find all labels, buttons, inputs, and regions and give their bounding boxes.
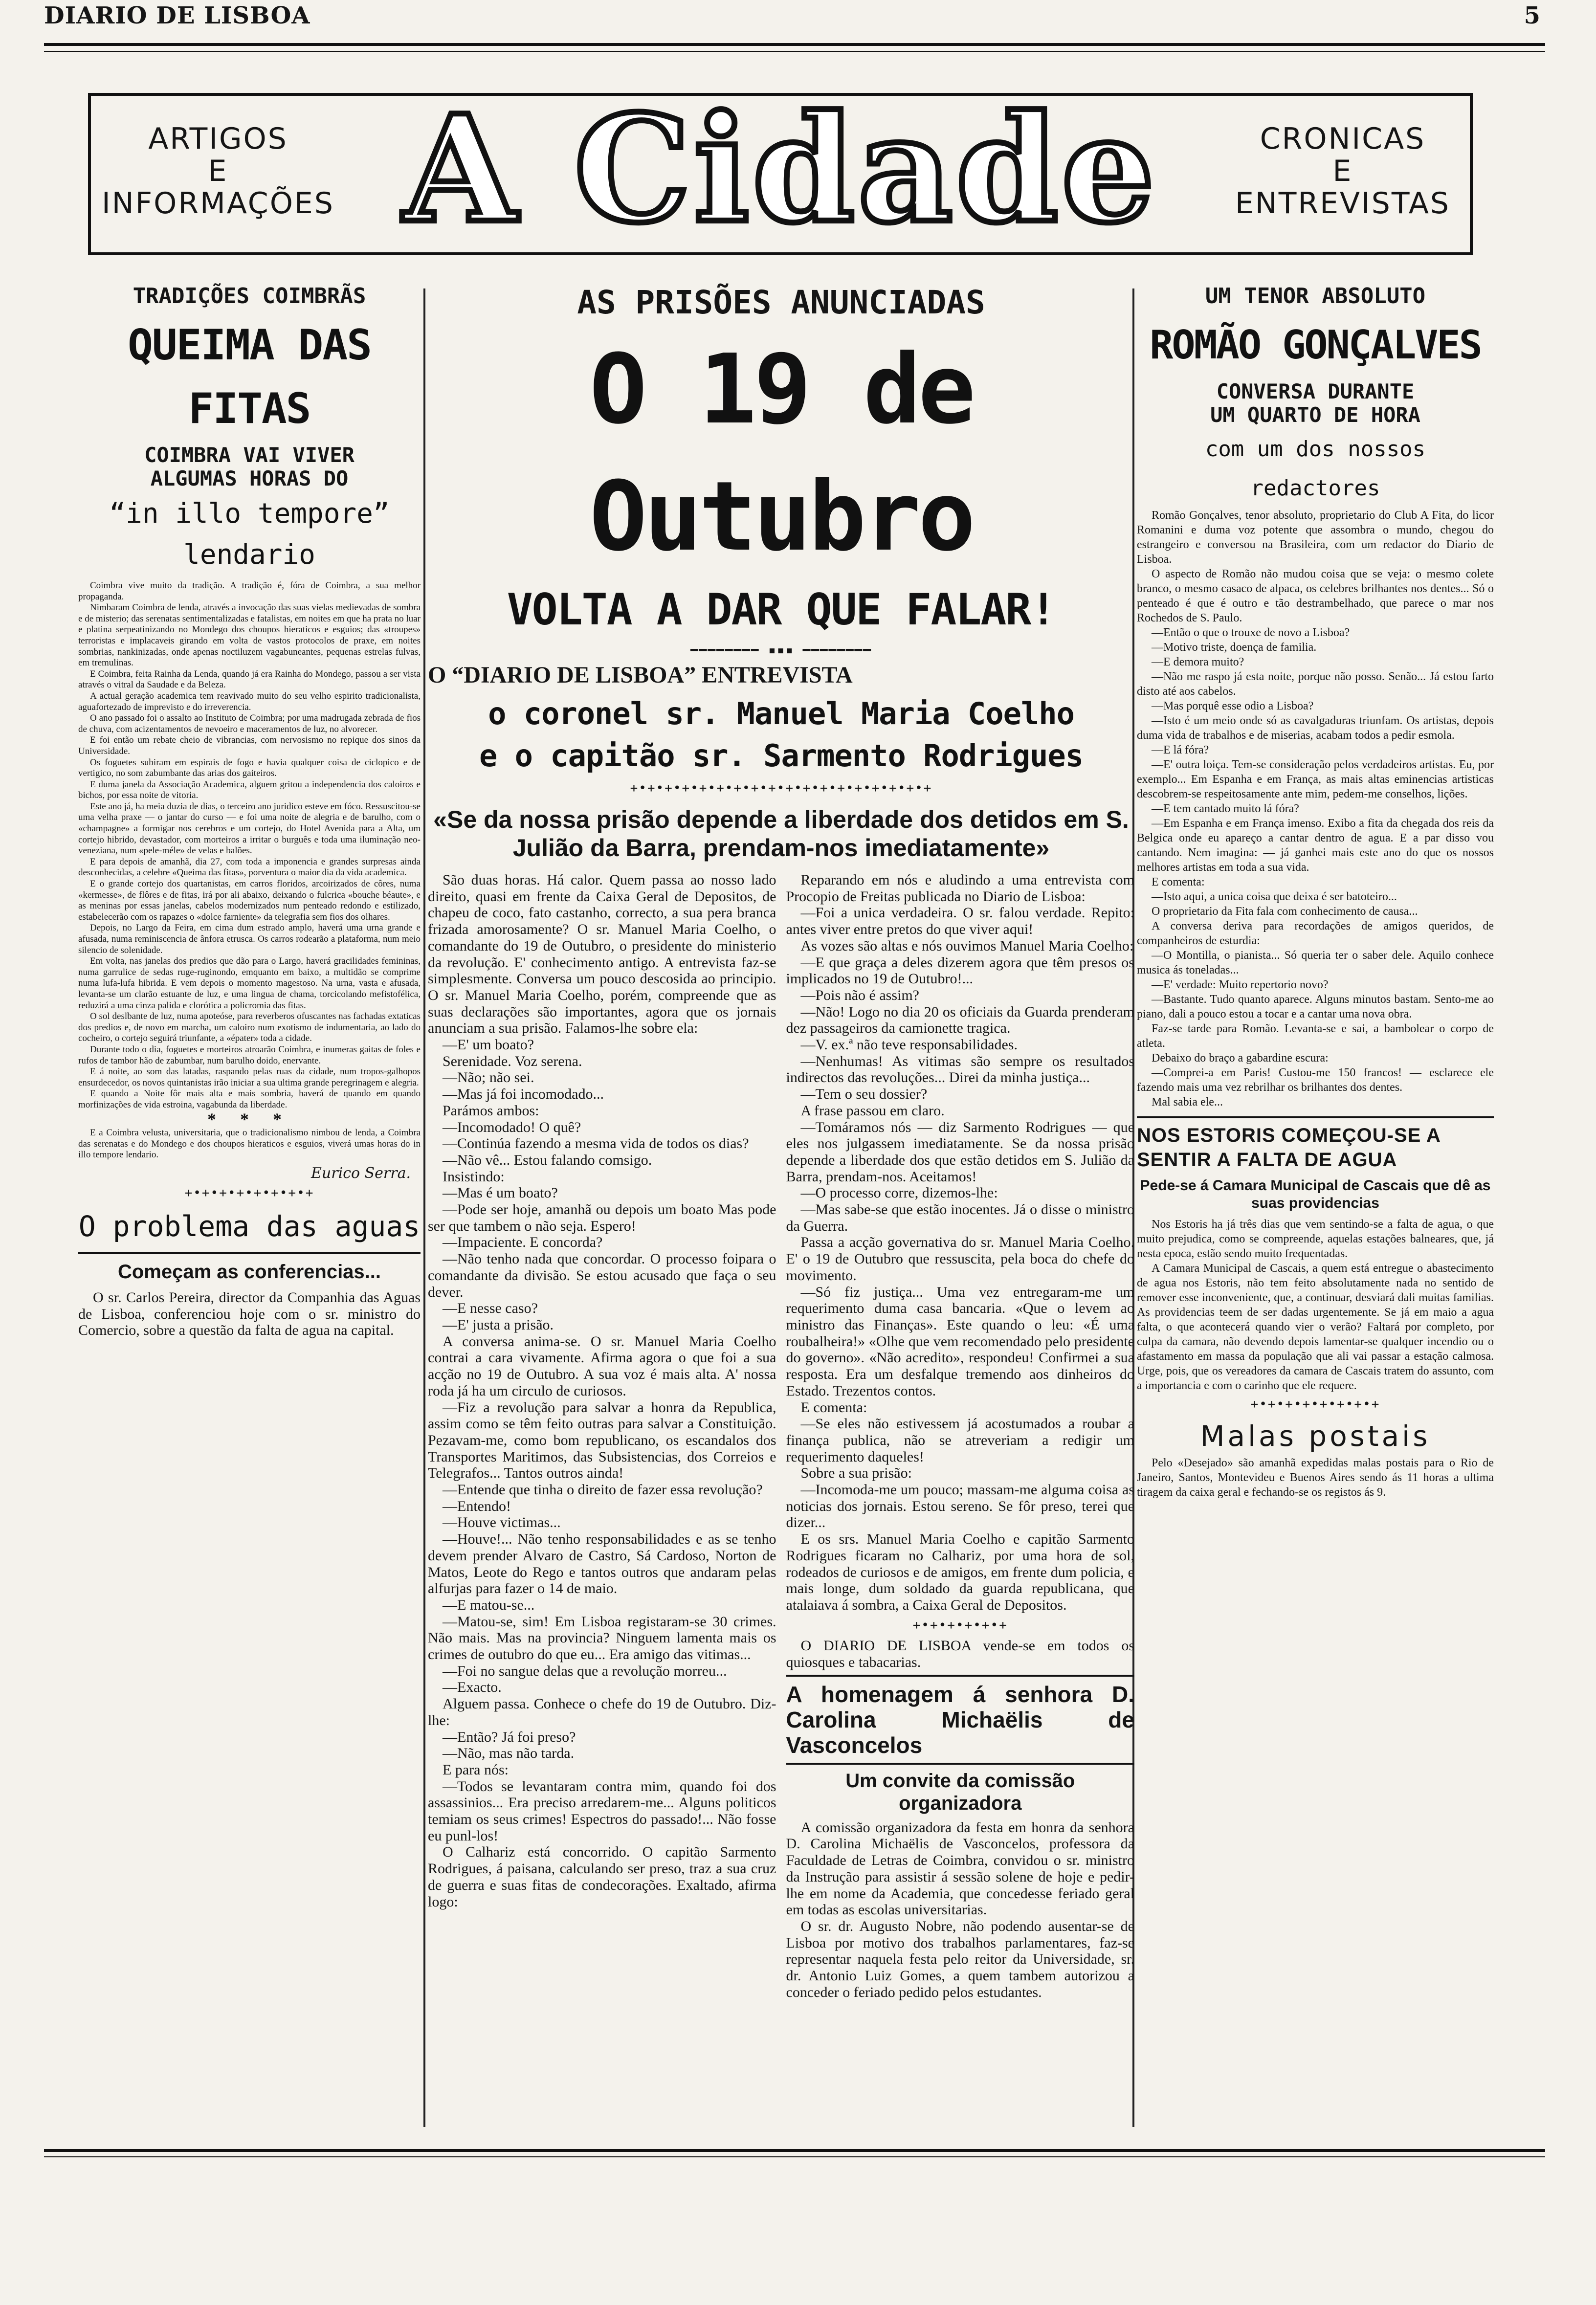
section-stars: * * * [207,1109,291,1129]
interviewee-names: o coronel sr. Manuel Maria Coelho e o capitão sr. Sarmento Rodrigues [479,696,1084,774]
malas-postais-body [1137,1456,1494,1500]
paragraph: O sol deslbante de luz, numa apoteóse, para reverberos ofuscantes nas fachadas extaticas dos predios e, de novo em marcha, um caloiro num exotismo de indumentaria, ao lado do cocheiro, o cortejo seguirá triunfante, a «épater» toda a cidade. [78,1011,421,1044]
ornament-divider: +•+•+•+•+•+•+•+ [184,1185,314,1200]
left-article-body [78,580,421,1161]
paragraph: —E lá fóra? [1152,744,1209,756]
masthead-left-label: ARTIGOS E INFORMAÇÕES [102,122,334,221]
paragraph: —Motivo triste, doença de familia. [1152,641,1317,654]
left-column [78,274,421,1339]
interview-label: O “DIARIO DE LISBOA” ENTREVISTA [428,662,853,688]
paragraph: Alguem passa. Conhece o chefe do 19 de Outubro. Diz-lhe: [428,1696,776,1729]
paragraph: E o grande cortejo dos quartanistas, em carros floridos, arcoirizados de côres, numa «kermesse», de flôres e de fitas, irá por ali abaixo, deixando o fulcrica «bouche béaute», e as meninas por essas janelas, cabelos modernizados num penteado redondo e estilizado, estabelecerão com os rapazes o «dolce farniente» da telegrafia sem fios dos olhares. [78,879,421,922]
paragraph: —Entendo! [443,1498,511,1514]
paragraph: Passa a acção governativa do sr. Manuel Maria Coelho. E' o 19 de Outubro que ressuscita, pela boca do chefe do movimento. [786,1234,1134,1284]
paragraph: —Mas sabe-se que estão inocentes. Já o disse o ministro da Guerra. [786,1201,1134,1234]
rule [1137,1116,1494,1118]
center-body-columns [428,872,1134,2000]
paragraph: Nos Estoris ha já três dias que vem sentindo-se a falta de agua, o que muito prejudica, como se compreende, aquelas estações balneares, que, já nesta epoca, estão sendo muito frequentadas. [1137,1218,1494,1260]
paragraph: —Não vê... Estou falando comsigo. [443,1152,652,1168]
paragraph: Insistindo: [443,1168,505,1185]
footer-rule-thin [44,2156,1545,2157]
paragraph: E duma janela da Associação Academica, alguem gritou a independencia dos caloiros e bichos, por essa noite de vitoria. [78,779,421,801]
paragraph: —Não tenho nada que concordar. O processo foipara o comandante da divisão. Se estou acusado que faça o seu dever. [428,1251,776,1300]
footer-rule [44,2149,1545,2152]
estoris-subhead: Pede-se á Camara Municipal de Cascais que dê as suas providencias [1140,1177,1491,1211]
paragraph: —Pois não é assim? [800,987,919,1003]
right-article-body [1137,508,1494,1109]
paragraph: —Incomodado! O quê? [443,1119,581,1135]
paragraph: —Foi no sangue delas que a revolução morreu... [443,1662,727,1679]
page-number: 5 [1524,2,1540,29]
homage-subhead: Um convite da comissão organizadora [845,1770,1075,1814]
paragraph: E foi então um rebate cheio de vibrancias, com nervosismo no repique dos sinos da Universidade. [78,735,421,756]
paragraph: —E que graça a deles dizerem agora que têm presos os implicados no 19 de Outubro!... [786,954,1134,987]
paragraph: —Então o que o trouxe de novo a Lisboa? [1152,626,1350,639]
paragraph: Faz-se tarde para Romão. Levanta-se e sai, a bambolear o corpo de atleta. [1137,1022,1494,1050]
running-header [44,0,1540,34]
paragraph: —Entende que tinha o direito de fazer essa revolução? [443,1482,763,1498]
paragraph: Mal sabia ele... [1152,1096,1223,1108]
paragraph: —E' outra loiça. Tem-se consideração pelos verdadeiros artistas. Eu, por exemplo... Em Espanha e em França, as mais altas eminencias artisticas descobrem-se respeitosamente ante mim, pedem-me conselhos, lições. [1137,758,1494,800]
column-separator-left [423,288,425,2127]
center-pull-quote: «Se da nossa prisão depende a liberdade dos detidos em S. Julião da Barra, prendam-nos imediatamente» [433,806,1129,862]
paragraph: —Mas já foi incomodado... [443,1086,604,1103]
paragraph: —Só fiz justiça... Uma vez entregaram-me um requerimento duma casa bancaria. «Que o levem ao ministro das Finanças». Este quando o leu: «É uma roubalheira!» «Olhe que vem recomendado pelo presidente do governo». «Não acredito», respondeu! Confirmei a sua resposta. Era um desfalque tremendo aos dinheiros do Estado. Trezentos contos. [786,1284,1134,1399]
paragraph: —Pode ser hoje, amanhã ou depois um boato Mas pode ser que tambem o não seja. Espero! [428,1201,776,1234]
paragraph: —Fiz a revolução para salvar a honra da Republica, assim como se têm feito outras para salvar a Constituição. Pezavam-me, como bom republicano, os escandalos dos Transportes Maritimos, das Subsistencias, dos Correios e Telegrafos... Tantos outros ainda! [428,1399,776,1482]
homage-headline: A homenagem á senhora D. Carolina Michaëlis de Vasconcelos [786,1681,1134,1758]
paragraph: —O processo corre, dizemos-lhe: [800,1185,998,1201]
paragraph: —E' um boato? [443,1037,534,1053]
paragraph: Serenidade. Voz serena. [443,1053,582,1069]
malas-postais-headline: Malas postais [1200,1419,1431,1453]
paragraph: A conversa deriva para recordações de amigos queridos, de companheiros de esturdia: [1137,920,1494,947]
paragraph: Em volta, nas janelas dos predios que dão para o Largo, haverá gracilidades femininas, numa garrulice de sedas ruge-ruginondo, emquanto em baixo, a multidão se comprime numa lufa-lufa hibrida. E vem depois o momento magestoso. Na urna, vasta e afusada, levanta-se um clarão estuante de luz, e uma lingua de chama, torcicolando mefistofélica, reduzirá a uma cinza palida e clorótica a policromia das fitas. [78,956,421,1011]
paragraph: —E' justa a prisão. [443,1316,554,1333]
paper-name: DIARIO DE LISBOA [44,2,310,29]
paragraph: Depois, no Largo da Feira, em cima dum estrado amplo, haverá uma urna grande e afusada, numa reminiscencia de ânfora etrusca. Os carros rodearão a plataforma, num meio silencio de solenidade. [78,923,421,955]
paragraph: —Tomáramos nós — diz Sarmento Rodrigues — que eles nos julgassem imediatamente. Se da nossa prisão depende a liberdade dos que estão detidos em S. Julião da Barra, prendam-nos. Aceitamos! [786,1119,1134,1185]
paragraph: Este ano já, ha meia duzia de dias, o terceiro ano juridico esteve em fóco. Ressuscitou-se uma velha praxe — o jantar do curso — e foi uma noite de alegria e de barulho, com o «champagne» a formigar nos cerebros e um cortejo, do Hotel Avenida para a Alta, um cortejo hibrido, devastador, com morteiros a irritar o burguês e toda uma iluminação neo-veneziana, num «pele-méle» de velas e balões. [78,801,421,856]
paragraph: E a Coimbra velusta, universitaria, que o tradicionalismo nimbou de lenda, a Coimbra das serenatas e do Mondego e dos choupos hieraticos e esguios, viverá umas horas do in illo tempore lendario. [78,1128,421,1160]
paragraph: —Todos se levantaram contra mim, quando foi dos assassinios... Era preciso arredarem-me... Alguns politicos temiam os seus crimes! Espectros do passado!... Não fosse eu punl-los! [428,1778,776,1844]
right-column [1137,274,1494,1500]
paragraph: Reparando em nós e aludindo a uma entrevista com Procopio de Freitas publicada no Diario de Lisboa: [786,872,1134,905]
right-subhead-2: com um dos nossos redactores [1205,437,1426,501]
center-column [428,274,1134,2000]
estoris-body [1137,1217,1494,1393]
paragraph: Nimbaram Coimbra de lenda, através a invocação das suas vielas medievadas de sombra e de misterio; das serenatas sentimentalizadas e fatalistas, em noites em que ha prata no luar e platina serpeatinizando no Mondego dos choupos hieraticos e esguios; das «troupes» terroristas e implacaveis girando em volta de vastos protocolos de praxe, em noites sombrias, nankinizadas, onde apenas noctiluzem vagabuneantes, pequenas estrelas fulvas, em tremulinas. [78,602,421,668]
paragraph: —Comprei-a em Paris! Custou-me 150 francos! — esclarece ele fazendo mais uma vez rebrilhar os brilhantes dos dentes. [1137,1066,1494,1094]
left-kicker: TRADIÇÕES COIMBRÃS [133,284,366,309]
paragraph: —V. ex.ª não teve responsabilidades. [800,1037,1018,1053]
center-subhead: VOLTA A DAR QUE FALAR! [507,584,1056,635]
paragraph: E comenta: [1152,876,1205,888]
paragraph: —Houve victimas... [443,1514,561,1531]
paragraph: E á noite, ao som das latadas, raspando pelas ruas da cidade, num tropos-galhopos ensurdecedor, os novos quintanistas irão iniciar a sua ultima grande peregrinagem e alegria. [78,1066,421,1088]
right-headline: ROMÃO GONÇALVES [1150,322,1481,368]
paragraph: —Então? Já foi preso? [443,1729,576,1745]
paragraph: Romão Gonçalves, tenor absoluto, proprietario do Club A Fita, do licor Romanini e duma voz potente que assombra o mundo, chegou do estrangeiro e conversou na Brasileira, com um redactor do Diario de Lisboa. [1137,509,1494,566]
paragraph: Pelo «Desejado» são amanhã expedidas malas postais para o Rio de Janeiro, Santos, Montevideu e Buenos Aires sendo ás 11 horas a ultima tiragem da caixa geral e fechando-se os registos ás 9. [1137,1457,1494,1499]
paragraph: —E' verdade: Muito repertorio novo? [1152,978,1329,991]
paragraph: —Isto aqui, a unica coisa que deixa é ser batoteiro... [1152,890,1397,903]
paragraph: O proprietario da Fita fala com conhecimento de causa... [1152,905,1418,918]
paragraph: —Se eles não estivessem já acostumados a roubar a finança publica, não se atreveriam a redigir um requerimento daqueles! [786,1416,1134,1465]
paragraph: Debaixo do braço a gabardine escura: [1152,1052,1329,1064]
paragraph: A conversa anima-se. O sr. Manuel Maria Coelho contrai a cara vivamente. Afirma agora o que foi a sua acção no 19 de Outubro. A sua voz é mais alta. A' nossa roda já ha um circulo de curiosos. [428,1333,776,1399]
paragraph: —Isto é um meio onde só as cavalgaduras triunfam. Os artistas, depois duma vida de trabalhos e de miserias, acabam todos a pedir esmola. [1137,714,1494,742]
header-rule [44,43,1545,46]
paragraph: —Foi a unica verdadeira. O sr. falou verdade. Repito: antes viver entre pretos do que viver aqui! [786,905,1134,938]
vende-note: O DIARIO DE LISBOA vende-se em todos os quiosques e tabacarias. [786,1638,1134,1671]
paragraph: A comissão organizadora da festa em honra da senhora D. Carolina Michaëlis de Vasconcelos, professora da Faculdade de Letras de Coimbra, convidou o sr. ministro da Instrução para assistir á sessão solene de hoje e pedir-lhe em nome da Academia, que concedesse feriado geral em todas as escolas universitarias. [786,1819,1134,1918]
paragraph: Durante todo o dia, foguetes e morteiros atroarão Coimbra, e inumeras gaitas de foles e rufos de tambor hão de zabumbar, num barulho doido, enervante. [78,1044,421,1066]
water-subhead: Começam as conferencias... [117,1261,381,1283]
center-text-col-1 [428,872,776,2000]
estoris-headline: NOS ESTORIS COMEÇOU-SE A SENTIR A FALTA DE AGUA [1137,1125,1441,1171]
paragraph: —Em Espanha e em França imenso. Exibo a fita da chegada dos reis da Belgica onde eu apareço a cantar dentro de agua. E a par disso vou cantando. Nem imagina: — já ganhei mais este ano do que os nossos melhores artistas em toda a sua vida. [1137,817,1494,874]
paragraph: —Matou-se, sim! Em Lisboa registaram-se 30 crimes. Não mais. Mas na provincia? Ninguem lamenta mais os crimes de outubro do que eu... Era amigo das vitimas... [428,1613,776,1663]
paragraph: E Coimbra, feita Rainha da Lenda, quando já era Rainha do Mondego, passou a ser vista através o vitral da Saudade e da Beleza. [78,668,421,690]
paragraph: —E demora muito? [1152,656,1244,668]
masthead-right-label: CRONICAS E ENTREVISTAS [1235,122,1450,221]
left-headline: QUEIMA DAS FITAS [128,321,371,433]
paragraph: —Tem o seu dossier? [800,1086,928,1103]
paragraph: —Não, mas não tarda. [443,1745,575,1762]
paragraph: —Não; não sei. [443,1069,534,1086]
paragraph: E para nós: [443,1761,509,1778]
center-text-col-2 [786,872,1135,2000]
rule [786,1763,1135,1765]
paragraph: —Não me raspo já esta noite, porque não posso. Senão... Já estou farto disto até aos cabelos. [1137,670,1494,698]
left-subhead: COIMBRA VAI VIVER ALGUMAS HORAS DO [144,443,355,490]
masthead [88,83,1473,255]
paragraph: O aspecto de Romão não mudou coisa que se veja: o mesmo colete branco, o mesmo casaco de alpaca, os celebres brilhantes nos dentes... Só o penteado é que é outro e tão destrambelhado, que parece o mar nos Rochedos de S. Paulo. [1137,568,1494,624]
water-body [78,1289,421,1339]
paragraph: O sr. Carlos Pereira, director da Companhia das Aguas de Lisboa, conferenciou hoje com o sr. ministro do Comercio, sobre a questão da falta de agua na capital. [78,1289,421,1339]
ornament-divider: +•+•+•+•+•+ [912,1618,1008,1633]
paragraph: —Incomoda-me um pouco; massam-me alguma coisa as noticias dos jornais. Estou sereno. Se fôr preso, terei que dizer... [786,1482,1134,1531]
rule [786,1675,1135,1677]
ornament-divider: +•+•+•+•+•+•+•+•+•+•+•+•+•+•+•+•+•+ [630,781,932,796]
paragraph: —Bastante. Tudo quanto aparece. Alguns minutos bastam. Sento-me ao piano, dali a pouco estou a tocar e a cantar uma nova obra. [1137,993,1494,1020]
paragraph: —E nesse caso? [443,1300,538,1317]
paragraph: —Impaciente. E concorda? [443,1234,603,1251]
center-headline: O 19 de Outubro [589,334,973,573]
paragraph: —Mas porquê esse odio a Lisboa? [1152,700,1314,712]
paragraph: O sr. dr. Augusto Nobre, não podendo ausentar-se de Lisboa por motivo dos trabalhos parlamentares, faz-se representar naquela festa pelo reitor da Universidade, sr. dr. Antonio Luiz Gomes, a quem tambem autorizou a conceder o feriado pedido pelos estudantes. [786,1918,1134,2000]
paragraph: O ano passado foi o assalto ao Instituto de Coimbra; por uma madrugada zebrada de fios de chuva, com acizentamentos de nevoeiro e maceramentos de luz, no alvorecer. [78,713,421,734]
paragraph: —Mas é um boato? [443,1185,558,1201]
paragraph: —Exacto. [443,1679,502,1696]
paragraph: —Continúa fazendo a mesma vida de todos os dias? [443,1135,749,1152]
paragraph: —E tem cantado muito lá fóra? [1152,802,1299,815]
paragraph: Coimbra vive muito da tradição. A tradição é, fóra de Coimbra, a sua melhor propaganda. [78,580,421,602]
header-rule-thin [44,51,1545,52]
paragraph: —O Montilla, o pianista... Só queria ter o saber dele. Aquilo conhece musica ás toneladas... [1137,949,1494,976]
paragraph: —Houve!... Não tenho responsabilidades e as se tenho devem prender Alvaro de Castro, Sá Cardoso, Norton de Matos, Leote do Rego e tantos outros que andaram pelas alfurjas para fazer o 14 de maio. [428,1531,776,1597]
paragraph: Sobre a sua prisão: [800,1465,912,1482]
masthead-title: A Cidade [403,83,1158,255]
ornament-divider: ━━━━━━━━ ▪▪▪ ━━━━━━━━ [690,643,872,658]
paragraph: E para depois de amanhã, dia 27, com toda a imponencia e grandes surpresas ainda desconhecidas, a celebre «Queima das fitas», porventura o maior dia da vida academica. [78,856,421,878]
right-subhead: CONVERSA DURANTE UM QUARTO DE HORA [1210,379,1420,427]
rule [78,1252,421,1254]
paragraph: A actual geração academica tem reavivado muito do seu velho espirito tradicionalista, aguafortezado de imprevisto e do irreverencia. [78,690,421,712]
paragraph: —Não! Logo no dia 20 os oficiais da Guarda prenderam dez passageiros da camionette tragica. [786,1003,1134,1037]
paragraph: E comenta: [800,1399,867,1416]
paragraph: —E matou-se... [443,1596,535,1613]
paragraph: E quando a Noite fôr mais alta e mais sombria, haverá de quando em quando morfinizações de vida estroina, vagabunda da liberdade. [78,1088,421,1110]
paragraph: O Calhariz está concorrido. O capitão Sarmento Rodrigues, á paisana, calculando ser preso, traz a sua cruz de guerra e suas fitas de condecorações. Exaltado, afirma logo: [428,1844,776,1910]
paragraph: —Nenhumas! As vitimas são sempre os resultados indirectos das revoluções... Direi da minha justiça... [786,1053,1134,1086]
paragraph: Parámos ambos: [443,1102,539,1119]
paragraph: São duas horas. Há calor. Quem passa ao nosso lado direito, quasi em frente da Caixa Geral de Depositos, de chapeu de coco, fato castanho, correcto, a sua pera branca frizada amorosamente? O sr. Manuel Maria Coelho, o comandante do 19 de Outubro, o presidente do ministerio da revolução. E' conhecimento antigo. A entrevista faz-se simplesmente. Conversa um pouco descosida ao principio. O sr. Manuel Maria Coelho, porém, compreende que as suas declarações são importantes, agora que os jornais anunciam a sua prisão. Falamos-lhe sobre ela: [428,872,776,1037]
paragraph: A frase passou em claro. [800,1102,945,1119]
water-headline: O problema das aguas [78,1209,421,1243]
ornament-divider: +•+•+•+•+•+•+•+ [1250,1397,1380,1412]
paragraph: A Camara Municipal de Cascais, a quem está entregue o abastecimento de agua nos Estoris, não tem feito absolutamente nada no sentido de remover esse inconveniente, que, a continuar, desviará dali muitas familias. As providencias teem de ser dadas urgentemente. Se já em maio a agua falta, o que acontecerá quando vier o verão? Faltará por completo, por culpa da camara, não devendo depois lamentar-se qualquer incendio ou o afastamento em massa da população que ali vai passar a estação calmosa. Urge, pois, que os vereadores da camara de Cascais tratem do assunto, com a importancia e com o carinho que ele requere. [1137,1262,1494,1392]
left-quote-head: “in illo tempore” lendario [109,498,390,571]
left-signature: Eurico Serra. [311,1164,411,1182]
paragraph: Os foguetes subiram em espirais de fogo e havia qualquer coisa de ciclopico e de vertigico, no som zabumbante das arias dos gaiteiros. [78,757,421,779]
right-kicker: UM TENOR ABSOLUTO [1205,284,1426,309]
paragraph: E os srs. Manuel Maria Coelho e capitão Sarmento Rodrigues ficaram no Calhariz, por uma hora de sol, rodeados de curiosos e de amigos, em frente dum policia, e mais longe, dum soldado da guarda republicana, que atalaiava á sombra, a Caixa Geral de Depositos. [786,1531,1134,1613]
center-kicker: AS PRISÕES ANUNCIADAS [577,284,985,321]
paragraph: As vozes são altas e nós ouvimos Manuel Maria Coelho: [800,937,1134,954]
